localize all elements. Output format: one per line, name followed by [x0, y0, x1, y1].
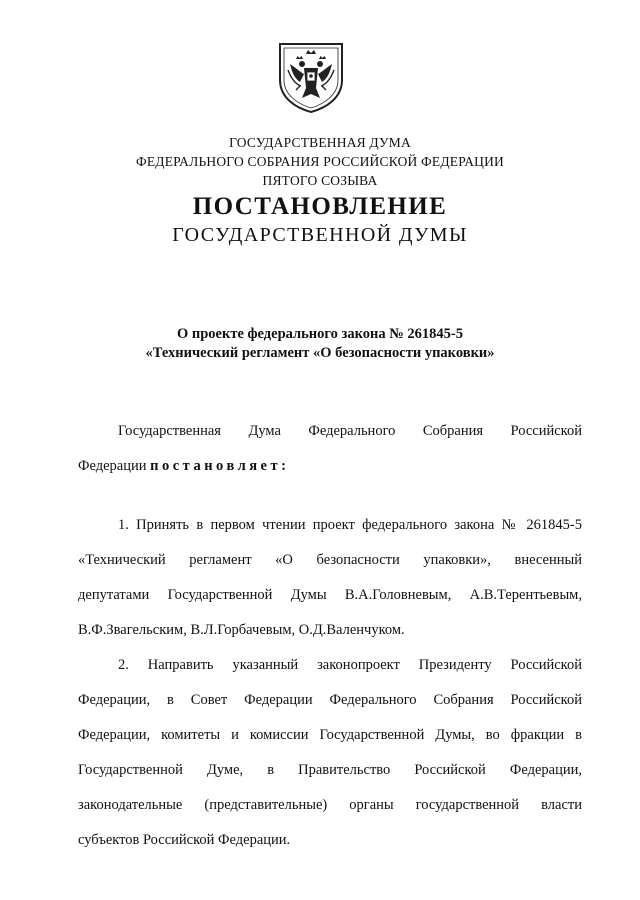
document-title: ПОСТАНОВЛЕНИЕ — [192, 193, 448, 220]
item-1-line-4: В.Ф.Звагельским, В.Л.Горбачевым, О.Д.Валенчуком. — [78, 622, 405, 638]
subject-line-2: «Технический регламент «О безопасности упаковки» — [145, 345, 495, 361]
item-2-line-6: субъектов Российской Федерации. — [78, 832, 291, 848]
document-subject — [0, 325, 640, 363]
item-1-paragraph — [78, 508, 582, 648]
item-1-line-2: «Технический регламент «О безопасности упаковки», внесенный — [78, 552, 582, 568]
item-2-paragraph — [78, 648, 582, 858]
item-2-line-1: 2. Направить указанный законопроект Президенту Российской — [118, 657, 582, 673]
item-2-line-3: Федерации, комитеты и комиссии Государственной Думы, во фракции в — [78, 727, 582, 743]
preamble-paragraph — [78, 414, 582, 484]
document-subtitle: ГОСУДАРСТВЕННОЙ ДУМЫ — [172, 224, 468, 246]
item-2-line-5: законодательные (представительные) органы государственной власти — [78, 797, 582, 813]
issuer-header — [0, 133, 640, 190]
issuer-line-2: ФЕДЕРАЛЬНОГО СОБРАНИЯ РОССИЙСКОЙ ФЕДЕРАЦИИ — [136, 154, 504, 169]
subject-line-1: О проекте федерального закона № 261845-5 — [176, 326, 464, 342]
item-1-line-1: 1. Принять в первом чтении проект федерального закона № 261845-5 — [118, 517, 582, 533]
issuer-line-1: ГОСУДАРСТВЕННАЯ ДУМА — [229, 135, 411, 150]
item-2-line-4: Государственной Думе, в Правительство Российской Федерации, — [78, 762, 582, 778]
item-1-line-3: депутатами Государственной Думы В.А.Головневым, А.В.Терентьевым, — [78, 587, 582, 603]
item-2-line-2: Федерации, в Совет Федерации Федерального Собрания Российской — [78, 692, 582, 708]
coat-of-arms-emblem-icon — [276, 40, 346, 114]
preamble-line-1: Государственная Дума Федерального Собрания Российской — [118, 423, 582, 439]
preamble-line-2-start: Федерации — [78, 458, 151, 474]
issuer-line-3: ПЯТОГО СОЗЫВА — [262, 173, 378, 188]
preamble-line-2 — [78, 449, 582, 484]
preamble-resolves: постановляет: — [150, 458, 290, 474]
